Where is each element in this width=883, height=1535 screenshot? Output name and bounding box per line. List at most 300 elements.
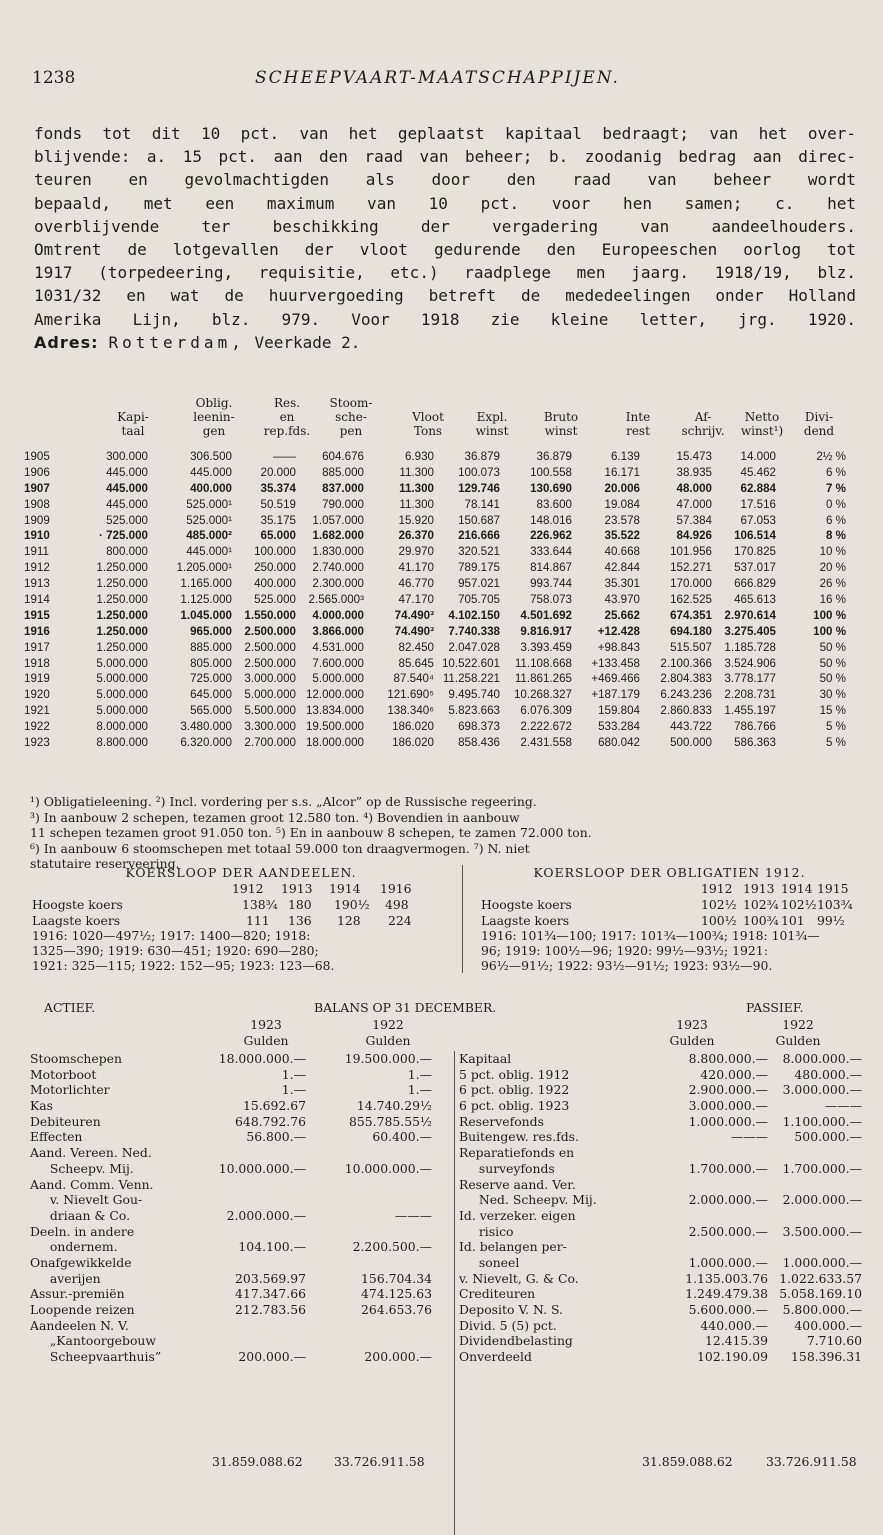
table-cell: 674.351 — [670, 608, 712, 622]
column-header: Netto winst¹) — [740, 410, 784, 438]
item-value-1922: 264.653.76 — [361, 1302, 432, 1317]
table-cell: 87.540⁴ — [393, 672, 434, 686]
item-label: ondernem. — [42, 1239, 118, 1255]
table-cell: 400.000 — [254, 577, 296, 591]
table-cell: 2.500.000 — [244, 640, 296, 654]
koers-value: 180 — [288, 896, 312, 912]
table-cell: 4.000.000 — [312, 608, 364, 622]
table-cell: 858.436 — [458, 736, 500, 750]
item-label: Debiteuren — [30, 1113, 101, 1129]
item-label: Loopende reizen — [30, 1302, 135, 1317]
koersloop-aandeelen-title: KOERSLOOP DER AANDEELEN. — [125, 865, 357, 880]
table-cell: 604.676 — [322, 450, 364, 463]
table-cell: 1.250.000 — [96, 593, 148, 607]
item-value-1922: 3.000.000.— — [782, 1082, 862, 1098]
table-cell: 38.935 — [676, 465, 712, 479]
footnotes — [30, 794, 858, 872]
table-cell: 250.000 — [254, 561, 296, 575]
table-cell: 47.000 — [676, 497, 712, 511]
passief-item — [459, 1349, 862, 1365]
item-value-1923: 2.500.000.— — [688, 1223, 768, 1239]
table-cell: 2.740.000 — [312, 561, 364, 575]
table-cell: 6.076.309 — [520, 704, 572, 718]
actief-list — [30, 1051, 448, 1365]
item-value-1923: 203.569.97 — [235, 1270, 306, 1286]
page-header — [32, 68, 843, 92]
table-cell: 2.431.558 — [520, 736, 572, 750]
table-cell: 43.970 — [604, 593, 640, 607]
actief-item — [30, 1161, 448, 1177]
item-label: Reparatiefonds en — [459, 1145, 575, 1161]
text-line: blijvende: a. 15 pct. aan den raad van beheer; b. zoodanig bedrag aan direc- — [34, 147, 856, 167]
koers-value: 136 — [288, 912, 312, 928]
passief-item — [459, 1145, 862, 1161]
passief-item — [459, 1286, 862, 1302]
item-label: Kas — [30, 1098, 54, 1114]
table-row — [24, 561, 856, 577]
table-cell: 48.000 — [676, 481, 712, 495]
item-label: Onafgewikkelde — [30, 1254, 132, 1270]
table-row — [24, 482, 856, 498]
year-cell: 1912 — [24, 561, 50, 575]
item-label: Stoomschepen — [30, 1051, 122, 1066]
table-cell: 159.804 — [598, 704, 640, 718]
actief-item — [30, 1302, 448, 1318]
item-value-1922: 2.200.500.— — [352, 1239, 432, 1255]
koers-text: 96; 1919: 100½—96; 1920: 99½—93½; 1921: — [481, 943, 768, 959]
table-cell: 26.370 — [398, 529, 434, 543]
actief-item — [30, 1067, 448, 1083]
actief-item — [30, 1286, 448, 1302]
table-cell: 170.000 — [670, 577, 712, 591]
passief-item — [459, 1255, 862, 1271]
table-cell: 2.804.383 — [660, 672, 712, 686]
year-cell: 1911 — [24, 545, 49, 559]
table-cell: 790.000 — [322, 497, 364, 511]
table-cell: 645.000 — [190, 688, 232, 702]
table-cell: 500.000 — [670, 736, 712, 750]
table-cell: 100 % — [813, 624, 846, 638]
table-cell: 5 % — [826, 736, 846, 750]
koers-row — [32, 897, 450, 913]
table-cell: 18.000.000 — [305, 736, 364, 750]
table-cell: 150.687 — [458, 513, 500, 527]
col-year: 1922 — [782, 1017, 814, 1032]
item-value-1923: 1.000.000.— — [688, 1254, 768, 1270]
table-cell: 8 % — [826, 529, 846, 543]
table-cell: 50 % — [819, 672, 846, 686]
item-value-1922: 200.000.— — [364, 1349, 432, 1365]
table-cell: 216.666 — [458, 529, 500, 543]
table-cell: 5 % — [826, 720, 846, 734]
table-cell: 805.000 — [190, 656, 232, 670]
table-cell: 5.000.000 — [96, 672, 148, 686]
table-cell: 10 % — [819, 545, 846, 559]
koers-row — [32, 913, 450, 929]
table-cell: 1.125.000 — [180, 593, 232, 607]
year-cell: 1906 — [24, 465, 50, 479]
year-cell: 1914 — [329, 881, 361, 896]
table-cell: 186.020 — [392, 736, 434, 750]
actief-item — [30, 1098, 448, 1114]
table-cell: +12.428 — [597, 624, 640, 638]
balance-title: BALANS OP 31 DECEMBER. — [314, 1000, 497, 1015]
table-cell: 62.884 — [740, 481, 776, 495]
table-cell: 3.524.906 — [724, 656, 776, 670]
table-cell: 814.867 — [530, 561, 572, 575]
table-cell: 586.363 — [734, 736, 776, 750]
item-label: 6 pct. oblig. 1922 — [459, 1082, 570, 1098]
year-cell: 1921 — [24, 704, 50, 718]
page-number: 1238 — [32, 68, 76, 88]
col-unit: Gulden — [775, 1033, 821, 1048]
table-cell: 10.268.327 — [513, 688, 572, 702]
table-cell: 36.879 — [464, 450, 500, 463]
table-cell: 15 % — [819, 704, 846, 718]
year-cell: 1913 — [743, 881, 775, 896]
koers-label: Hoogste koers — [481, 896, 572, 912]
table-cell: 320.521 — [458, 545, 500, 559]
table-cell: 2.500.000 — [244, 624, 296, 638]
table-cell: 680.042 — [598, 736, 640, 750]
table-cell: 2.500.000 — [244, 656, 296, 670]
item-value-1922: 2.000.000.— — [782, 1192, 862, 1208]
table-cell: 2½ % — [816, 450, 846, 463]
table-cell: 666.829 — [734, 577, 776, 591]
table-cell: 100.073 — [458, 465, 500, 479]
table-cell: 11.108.668 — [514, 656, 572, 670]
item-value-1923: 200.000.— — [238, 1349, 306, 1365]
item-label: Aand. Comm. Venn. — [30, 1176, 154, 1192]
item-label: Dividendbelasting — [459, 1333, 573, 1349]
koers-value: 100½ — [701, 912, 737, 928]
table-cell: 2.700.000 — [244, 736, 296, 750]
total-actief-1922: 33.726.911.58 — [334, 1454, 425, 1469]
table-cell: 1.550.000 — [244, 608, 296, 622]
table-cell: 800.000 — [106, 545, 148, 559]
item-value-1923: 5.600.000.— — [688, 1302, 768, 1317]
item-label: Scheepv. Mij. — [42, 1160, 134, 1176]
table-cell: 8.000.000 — [96, 720, 148, 734]
year-cell: 1920 — [24, 688, 50, 702]
total-passief-1922: 33.726.911.58 — [766, 1454, 857, 1469]
table-row — [24, 609, 856, 625]
col-unit: Gulden — [669, 1033, 715, 1048]
text-line: fonds tot dit 10 pct. van het geplaatst kapitaal bedraagt; van het over- — [34, 124, 856, 143]
text-line: teuren en gevolmachtigden als door den raad van beheer wordt — [34, 170, 856, 190]
koers-row — [481, 897, 858, 913]
koers-value: 102½ — [701, 896, 737, 912]
table-cell: 3.275.405 — [724, 624, 776, 638]
table-cell: 106.514 — [734, 529, 776, 543]
item-label: surveyfonds — [471, 1160, 555, 1176]
passief-item — [459, 1082, 862, 1098]
table-cell: 35.374 — [260, 481, 296, 495]
item-value-1922: 1.100.000.— — [782, 1113, 862, 1129]
table-cell: 20 % — [819, 561, 846, 575]
passief-label: PASSIEF. — [746, 1000, 804, 1015]
koers-text: 1325—390; 1919: 630—451; 1920: 690—280; — [32, 943, 319, 959]
item-value-1923: 15.692.67 — [242, 1098, 306, 1114]
table-cell: 3.866.000 — [312, 624, 364, 638]
table-cell: 6.243.236 — [660, 688, 712, 702]
actief-item — [30, 1051, 448, 1067]
item-label: Assur.-premiën — [30, 1286, 125, 1302]
table-cell: 465.613 — [734, 593, 776, 607]
balance-column-header — [30, 1017, 860, 1051]
item-value-1922: 1.700.000.— — [782, 1160, 862, 1176]
table-cell: 3.778.177 — [724, 672, 776, 686]
actief-item — [30, 1177, 448, 1193]
table-cell: 19.500.000 — [305, 720, 364, 734]
body-text — [34, 122, 856, 354]
item-value-1923: 10.000.000.— — [218, 1160, 306, 1176]
table-cell: 13.834.000 — [305, 704, 364, 718]
year-cell: 1916 — [24, 624, 50, 638]
table-cell: 786.766 — [734, 720, 776, 734]
passief-item — [459, 1161, 862, 1177]
item-label: Reservefonds — [459, 1113, 544, 1129]
item-value-1923: 18.000.000.— — [218, 1051, 306, 1066]
koers-text: 1916: 1020—497½; 1917: 1400—820; 1918: — [32, 928, 311, 944]
koers-text: 1916: 101¾—100; 1917: 101¾—100¾; 1918: 101¾— — [481, 928, 820, 944]
table-cell: 84.926 — [676, 529, 712, 543]
column-header: Af- schrijv. — [681, 410, 725, 438]
table-cell: 100.558 — [530, 465, 572, 479]
table-row — [24, 704, 856, 720]
actief-item — [30, 1255, 448, 1271]
table-cell: 101.956 — [670, 545, 712, 559]
table-cell: 1.045.000 — [180, 608, 232, 622]
koers-value: 224 — [388, 912, 412, 928]
table-cell: 1.250.000 — [96, 561, 148, 575]
table-cell: 50 % — [819, 640, 846, 654]
table-cell: 1.455.197 — [724, 704, 776, 718]
actief-item — [30, 1349, 448, 1365]
table-cell: 5.500.000 — [244, 704, 296, 718]
address-city: Rotterdam, — [108, 332, 245, 352]
table-cell: 525.000 — [254, 593, 296, 607]
table-cell: 65.000 — [260, 529, 296, 543]
item-label: v. Nievelt, G. & Co. — [459, 1270, 579, 1286]
item-value-1923: 420.000.— — [700, 1066, 768, 1082]
table-cell: 148.016 — [530, 513, 572, 527]
text-line: Omtrent de lotgevallen der vloot gedurende den Europeeschen oorlog tot — [34, 239, 856, 259]
address-line — [34, 331, 856, 354]
column-header: Expl. winst — [475, 410, 509, 438]
year-cell: 1916 — [380, 881, 412, 896]
table-cell: 5.823.663 — [448, 704, 500, 718]
year-cell: 1905 — [24, 450, 50, 463]
koers-label: Laagste koers — [32, 912, 121, 928]
item-value-1922: 60.400.— — [372, 1129, 432, 1145]
koers-text: 96½—91½; 1922: 93½—91½; 1923: 93½—90. — [481, 958, 773, 974]
table-cell: 515.507 — [670, 640, 712, 654]
table-cell: 758.073 — [530, 593, 572, 607]
column-header: Stoom- sche- pen — [329, 396, 373, 438]
table-cell: 2.565.000³ — [308, 593, 364, 607]
year-cell: 1917 — [24, 640, 50, 654]
table-cell: 5.000.000 — [96, 704, 148, 718]
table-cell: 445.000 — [106, 465, 148, 479]
actief-item — [30, 1114, 448, 1130]
table-cell: 2.047.028 — [448, 640, 500, 654]
actief-item — [30, 1145, 448, 1161]
koers-value: 101 — [781, 912, 805, 928]
table-row — [24, 466, 856, 482]
koers-value: 102½ — [781, 896, 817, 912]
item-value-1922: 1.— — [407, 1066, 432, 1082]
table-cell: 85.645 — [398, 656, 434, 670]
actief-item — [30, 1129, 448, 1145]
actief-item — [30, 1318, 448, 1334]
item-value-1922: 3.500.000.— — [782, 1223, 862, 1239]
table-cell: 3.300.000 — [244, 720, 296, 734]
item-value-1923: 1.135.003.76 — [685, 1270, 768, 1286]
table-cell: 1.165.000 — [180, 577, 232, 591]
table-cell: 74.490³ — [394, 624, 434, 638]
table-cell: —— — [272, 450, 296, 463]
table-cell: +469.466 — [591, 672, 640, 686]
table-cell: 23.578 — [604, 513, 640, 527]
item-value-1923: 648.792.76 — [235, 1113, 306, 1129]
actief-item — [30, 1239, 448, 1255]
item-label: 5 pct. oblig. 1912 — [459, 1066, 570, 1082]
footnote: ¹) Obligatieleening. ²) Incl. vordering per s.s. „Alcor” op de Russische regeering. — [30, 794, 537, 809]
table-row — [24, 657, 856, 673]
total-passief-1923: 31.859.088.62 — [642, 1454, 733, 1469]
table-cell: 26 % — [819, 577, 846, 591]
passief-item — [459, 1051, 862, 1067]
koers-value: 498 — [385, 896, 409, 912]
table-row — [24, 450, 856, 466]
item-value-1922: 5.800.000.— — [782, 1302, 862, 1317]
table-cell: 885.000 — [190, 640, 232, 654]
table-cell: 7.740.338 — [448, 624, 500, 638]
table-cell: 525.000 — [106, 513, 148, 527]
passief-item — [459, 1208, 862, 1224]
col-year: 1922 — [372, 1017, 404, 1032]
item-label: Motorlichter — [30, 1082, 110, 1098]
item-value-1923: 1.000.000.— — [688, 1113, 768, 1129]
column-header: Oblig. leenin- gen — [193, 396, 235, 438]
item-label: Motorboot — [30, 1066, 97, 1082]
year-cell: 1919 — [24, 672, 50, 686]
footnote: ³) In aanbouw 2 schepen, tezamen groot 12.580 ton. ⁴) Bovendien in aanbouw — [30, 809, 520, 825]
item-value-1922: 480.000.— — [794, 1066, 862, 1082]
table-cell: 9.816.917 — [520, 624, 572, 638]
item-value-1923: 2.900.000.— — [688, 1082, 768, 1098]
table-row — [24, 720, 856, 736]
table-cell: +187.179 — [591, 688, 640, 702]
koers-value: 190½ — [334, 896, 370, 912]
table-cell: 10.522.601 — [441, 656, 500, 670]
item-value-1922: 10.000.000.— — [344, 1160, 432, 1176]
table-cell: 138.340⁶ — [387, 704, 434, 718]
item-value-1923: 12.415.39 — [704, 1333, 768, 1349]
table-cell: 35.522 — [604, 529, 640, 543]
table-cell: 445.000 — [190, 465, 232, 479]
koers-years-row — [481, 881, 858, 897]
item-value-1923: 440.000.— — [700, 1317, 768, 1333]
table-row — [24, 593, 856, 609]
table-cell: 525.000¹ — [186, 513, 232, 527]
balance-totals — [30, 1454, 860, 1472]
table-cell: 11.300 — [399, 481, 434, 495]
table-cell: 1.057.000 — [312, 513, 364, 527]
table-cell: 50.519 — [260, 497, 296, 511]
table-row — [24, 625, 856, 641]
table-cell: 29.970 — [398, 545, 434, 559]
address-label: Adres: — [34, 332, 99, 352]
table-cell: 965.000 — [190, 624, 232, 638]
table-row — [24, 498, 856, 514]
item-label: soneel — [471, 1254, 520, 1270]
item-value-1922: 500.000.— — [794, 1129, 862, 1145]
table-cell: +133.458 — [591, 656, 640, 670]
total-actief-1923: 31.859.088.62 — [212, 1454, 303, 1469]
passief-item — [459, 1239, 862, 1255]
item-label: Reserve aand. Ver. — [459, 1176, 576, 1192]
item-value-1922: 855.785.55½ — [349, 1113, 432, 1129]
item-label: Buitengew. res.fds. — [459, 1129, 579, 1145]
koers-value: 102¾ — [743, 896, 779, 912]
table-cell: 885.000 — [322, 465, 364, 479]
koers-years-row — [32, 881, 450, 897]
table-cell: 7.600.000 — [312, 656, 364, 670]
item-value-1923: 1.— — [281, 1082, 306, 1098]
item-label: Divid. 5 (5) pct. — [459, 1317, 557, 1333]
actief-item — [30, 1271, 448, 1287]
table-cell: 698.373 — [458, 720, 500, 734]
year-cell: 1910 — [24, 529, 50, 543]
table-row — [24, 514, 856, 530]
koers-value: 99½ — [817, 912, 845, 928]
item-label: 6 pct. oblig. 1923 — [459, 1098, 570, 1114]
table-cell: 789.175 — [458, 561, 500, 575]
table-cell: 537.017 — [734, 561, 776, 575]
table-cell: 1.830.000 — [312, 545, 364, 559]
table-cell: 152.271 — [670, 561, 712, 575]
table-cell: 306.500 — [190, 450, 232, 463]
koersloop-obligatien — [462, 865, 858, 973]
table-cell: 443.722 — [670, 720, 712, 734]
actief-item — [30, 1208, 448, 1224]
table-cell: 445.000 — [106, 481, 148, 495]
item-label: Scheepvaarthuis” — [42, 1349, 162, 1365]
table-cell: 4.102.150 — [448, 608, 500, 622]
column-header: Kapi- taal — [117, 410, 149, 438]
table-cell: 11.300 — [399, 465, 434, 479]
table-cell: 2.208.731 — [724, 688, 776, 702]
table-cell: 46.770 — [398, 577, 434, 591]
table-cell: 1.682.000 — [312, 529, 364, 543]
table-cell: 30 % — [819, 688, 846, 702]
item-label: averijen — [42, 1270, 101, 1286]
table-cell: 50 % — [819, 656, 846, 670]
table-cell: 11.861.265 — [514, 672, 572, 686]
item-value-1923: 102.190.09 — [697, 1349, 768, 1365]
table-cell: 121.690⁵ — [387, 688, 434, 702]
item-value-1923: 212.783.56 — [235, 1302, 306, 1317]
passief-item — [459, 1067, 862, 1083]
koers-value: 103¾ — [817, 896, 853, 912]
passief-item — [459, 1192, 862, 1208]
table-cell: 186.020 — [392, 720, 434, 734]
table-row — [24, 577, 856, 593]
text-line: Amerika Lijn, blz. 979. Voor 1918 zie kleine letter, jrg. 1920. — [34, 309, 856, 329]
table-cell: 41.170 — [398, 561, 434, 575]
